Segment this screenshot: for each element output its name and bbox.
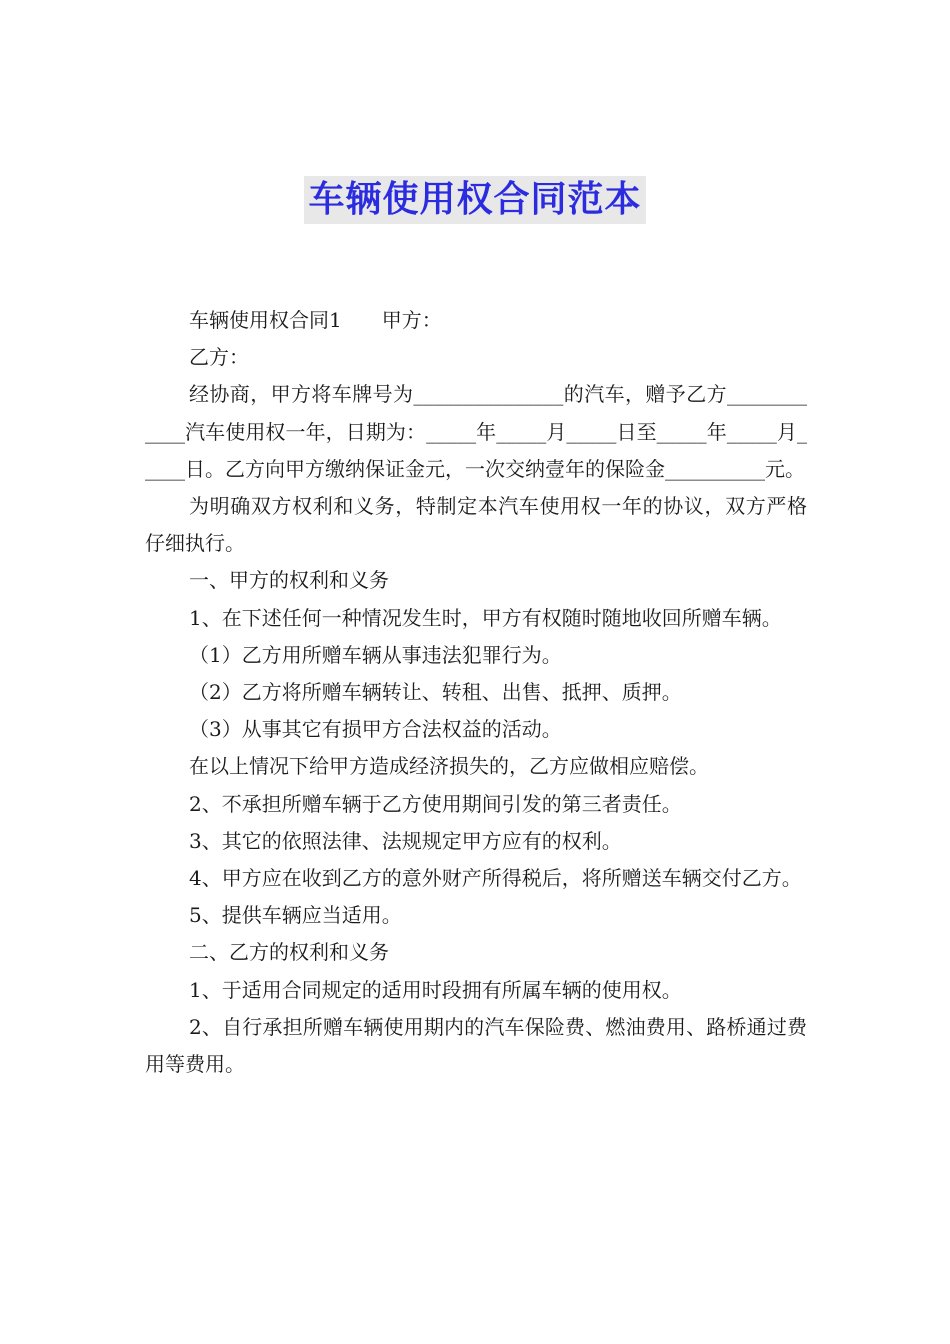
section-heading: 一、甲方的权利和义务 <box>189 568 389 593</box>
list-item: （3）从事其它有损甲方合法权益的活动。 <box>189 717 562 742</box>
party-b-line <box>145 339 807 376</box>
paragraph: 1、在下述任何一种情况发生时，甲方有权随时随地收回所赠车辆。 <box>189 605 782 630</box>
document-body <box>145 302 807 1083</box>
paragraph: 5、提供车辆应当适用。 <box>189 903 402 928</box>
party-b-label: 乙方： <box>189 345 249 370</box>
paragraph: 3、其它的依照法律、法规规定甲方应有的权利。 <box>189 828 622 853</box>
document-title: 车辆使用权合同范本 <box>304 176 645 224</box>
paragraph: 1、于适用合同规定的适用时段拥有所属车辆的使用权。 <box>189 977 682 1002</box>
paragraph: 为明确双方权利和义务，特制定本汽车使用权一年的协议，双方严格仔细执行。 <box>145 494 807 556</box>
paragraph: 在以上情况下给甲方造成经济损失的，乙方应做相应赔偿。 <box>189 754 709 779</box>
paragraph: 4、甲方应在收到乙方的意外财产所得税后，将所赠送车辆交付乙方。 <box>189 866 802 891</box>
contract-heading: 车辆使用权合同1 <box>189 308 342 332</box>
paragraph: 2、自行承担所赠车辆使用期内的汽车保险费、燃油费用、路桥通过费用等费用。 <box>145 1014 807 1077</box>
list-item: （1）乙方用所赠车辆从事违法犯罪行为。 <box>189 642 562 667</box>
title-container <box>0 176 950 224</box>
paragraph: 经协商，甲方将车牌号为_______________的汽车，赠予乙方____________汽车使用权一年，日期为：_____年_____月_____日至_____年_____月_____日。乙方向甲方缴纳保证金元，一次交纳壹年的保险金__________元。 <box>145 382 807 481</box>
paragraph: 2、不承担所赠车辆于乙方使用期间引发的第三者责任。 <box>189 791 682 816</box>
heading-line <box>145 302 807 339</box>
party-a-label: 甲方： <box>381 308 442 332</box>
list-item: （2）乙方将所赠车辆转让、转租、出售、抵押、质押。 <box>189 680 682 705</box>
section-heading: 二、乙方的权利和义务 <box>189 940 389 965</box>
